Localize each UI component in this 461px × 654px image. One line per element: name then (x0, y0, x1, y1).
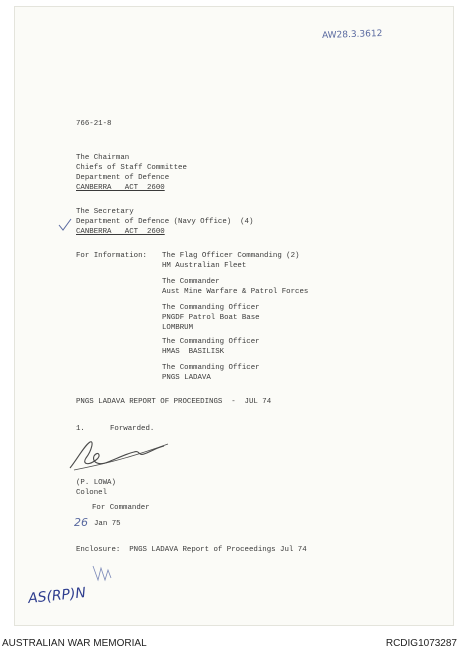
addressee-line: CANBERRA ACT 2600 (76, 184, 165, 192)
info-line: HMAS BASILISK (162, 348, 225, 356)
signature-mark (64, 436, 174, 474)
info-line: PNGS LADAVA (162, 374, 211, 382)
info-line: The Commanding Officer (162, 304, 260, 312)
info-line: The Commander (162, 278, 220, 286)
info-line: LOMBRUM (162, 324, 194, 332)
footer-institution: AUSTRALIAN WAR MEMORIAL (2, 638, 147, 649)
for-information-label: For Information: (76, 252, 147, 260)
paragraph-number: 1. (76, 425, 85, 433)
date-typed: Jan 75 (94, 520, 121, 528)
handwritten-note: AS(RP)N (27, 585, 87, 607)
signer-name: (P. LOWA) (76, 479, 116, 487)
archive-footer (0, 636, 461, 654)
info-line: The Commanding Officer (162, 364, 260, 372)
pen-scribble-mark (90, 562, 114, 584)
file-reference: 766-21-8 (76, 120, 112, 128)
info-line: HM Australian Fleet (162, 262, 247, 270)
info-line: The Commanding Officer (162, 338, 260, 346)
info-line: Aust Mine Warfare & Patrol Forces (162, 288, 309, 296)
subject-line: PNGS LADAVA REPORT OF PROCEEDINGS - JUL 74 (76, 398, 272, 406)
handwritten-reference: AW28.3.3612 (321, 28, 383, 42)
addressee-line: Department of Defence (Navy Office) (4) (76, 218, 254, 226)
info-line: PNGDF Patrol Boat Base (162, 314, 260, 322)
check-mark-icon (58, 218, 72, 232)
addressee-line: The Chairman (76, 154, 130, 162)
info-line: The Flag Officer Commanding (2) (162, 252, 300, 260)
paragraph-text: Forwarded. (110, 425, 155, 433)
signer-rank: Colonel (76, 489, 108, 497)
addressee-line: The Secretary (76, 208, 134, 216)
addressee-line: Chiefs of Staff Committee (76, 164, 187, 172)
handwritten-date-day: 26 (74, 516, 88, 529)
addressee-line: CANBERRA ACT 2600 (76, 228, 165, 236)
footer-record-id: RCDIG1073287 (385, 638, 457, 649)
for-commander: For Commander (92, 504, 150, 512)
enclosure-line: Enclosure: PNGS LADAVA Report of Proceedings Jul 74 (76, 546, 307, 554)
addressee-line: Department of Defence (76, 174, 170, 182)
